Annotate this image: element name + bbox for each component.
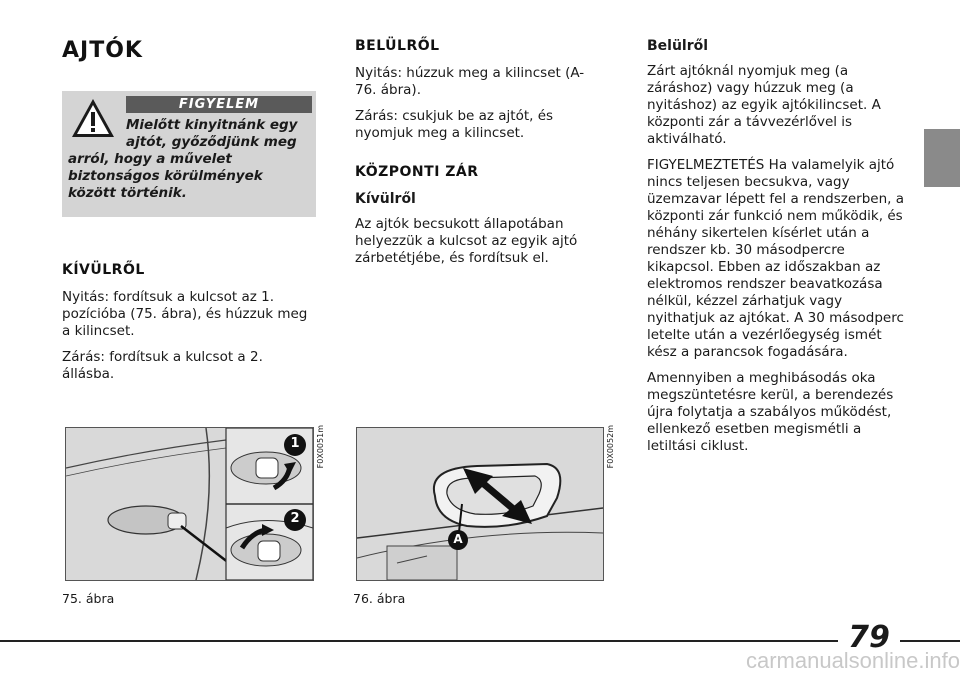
page-number: 79 [848,620,890,655]
warning-text [68,117,312,202]
marker-2: 2 [290,511,300,526]
subheading-outside: Kívülről [355,191,416,207]
col1-close-text: Zárás: fordítsuk a kulcsot a 2. állásba. [62,349,263,382]
warning-rest: arról, hogy a művelet biztonságos körülmények között történik. [68,151,263,201]
figure-76 [356,427,604,581]
watermark: carmanualsonline.info [745,648,960,673]
section-heading-inside: BELÜLRŐL [355,38,440,54]
figure-75-illustration [66,428,313,580]
section-heading-outside: KÍVÜLRŐL [62,262,145,278]
figure-76-illustration [357,428,603,580]
col3-p3: Amennyiben a meghibásodás oka megszüntetésre kerül, a berendezés újra folytatja a szabályos működést, ellenkező esetben megismétli a letiltási ciklust. [647,370,894,454]
figure-75-code: F0X0051m [316,425,325,469]
column-1 [62,262,318,392]
col1-open-text: Nyitás: fordítsuk a kulcsot az 1. pozícióba (75. ábra), és húzzuk meg a kilincset. [62,289,308,339]
col3-p1: Zárt ajtóknál nyomjuk meg (a záráshoz) vagy húzzuk meg (a nyitáshoz) az egyik ajtókilincset. A központi zár a távvezérlővel is aktiválható. [647,63,881,147]
page-title: AJTÓK [62,38,143,63]
figure-76-caption: 76. ábra [353,591,406,606]
section-heading-central-lock: KÖZPONTI ZÁR [355,164,479,180]
figure-76-code: F0X0052m [606,425,615,469]
marker-a: A [453,532,463,546]
warning-line1: Mielőtt kinyitnánk egy [126,117,298,133]
col2-central-text: Az ajtók becsukott állapotában helyezzük a kulcsot az egyik ajtó zárbetétjébe, és fordítsuk el. [355,216,578,266]
warning-line2: ajtót, győződjünk meg [126,134,297,150]
col3-warning-text: FIGYELMEZTETÉS Ha valamelyik ajtó nincs teljesen becsukva, vagy üzemzavar lépett fel a rendszerben, a központi zár funkció nem működik, és néhány sikertelen kísérlet után a rendszer kb. 30 másodpercre kikapcsol. Ebben az időszakban az elektromos rendszer beavatkozása nélkül, kézzel zárhatjuk vagy nyithatjuk az ajtókat. A 30 másodperc letelte után a vezérlőegység ismét kész a parancsok fogadására. [647,157,904,360]
warning-box [62,91,316,217]
marker-1: 1 [290,436,300,451]
chapter-tab [924,129,960,187]
figure-75-caption: 75. ábra [62,591,115,606]
subheading-inside: Belülről [647,38,709,54]
figure-75 [65,427,314,581]
column-2 [355,38,595,276]
col2-open-text: Nyitás: húzzuk meg a kilincset (A-76. ábra). [355,65,585,98]
footer-rule [0,640,960,642]
column-3 [647,38,905,464]
warning-header: FIGYELEM [126,96,312,113]
col2-close-text: Zárás: csukjuk be az ajtót, és nyomjuk meg a kilincset. [355,108,554,141]
